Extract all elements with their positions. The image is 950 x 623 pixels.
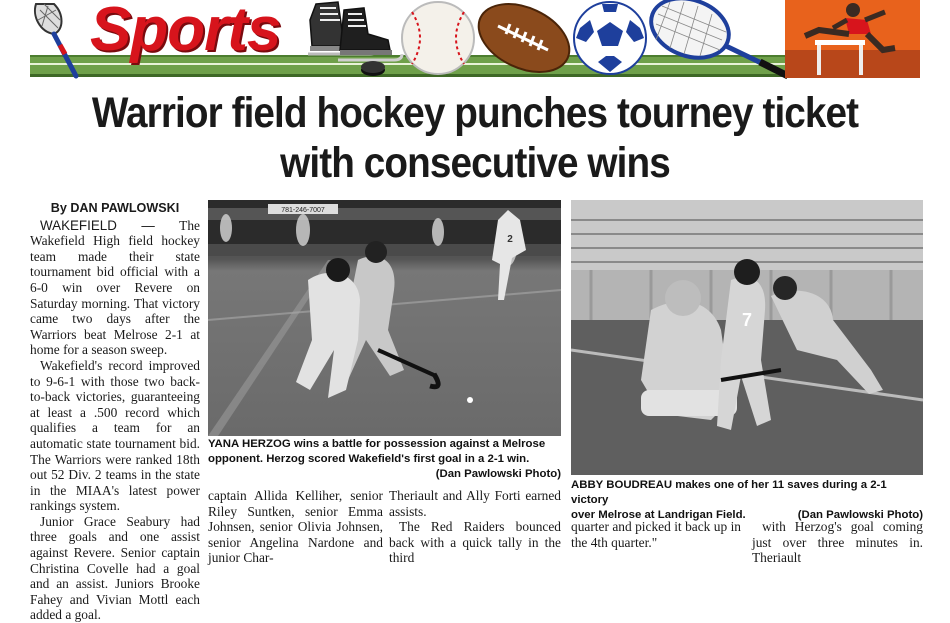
article-column-4: [571, 519, 741, 550]
column-4-text: quarter and picked it back up in the 4th quarter.": [571, 519, 741, 550]
column-3-paragraph-2: The Red Raiders bounced back with a quick tally in the third: [389, 519, 561, 566]
scoreboard-phone-text: 781-246-7007: [281, 207, 325, 214]
photo-field-hockey-herzog: [208, 200, 561, 436]
tennis-racket-icon: [648, 0, 798, 80]
jersey-number-photo2: 7: [741, 310, 753, 330]
soccer-ball-icon: [570, 0, 650, 78]
photo-1-image: [208, 200, 561, 436]
hurdler-icon: [785, 0, 920, 78]
photo-2-caption-line-1: ABBY BOUDREAU makes one of her 11 saves during a 2-1 victory: [571, 479, 887, 506]
dateline: WAKEFIELD —: [40, 217, 180, 233]
article-column-1: [30, 201, 200, 623]
jersey-number-photo1: 2: [507, 234, 513, 245]
section-title: Sports: [90, 0, 281, 64]
photo-2-caption-line-2: over Melrose at Landrigan Field.: [571, 509, 746, 521]
headline-line-2: with consecutive wins: [280, 139, 670, 187]
baseball-icon: [398, 0, 478, 76]
lacrosse-stick-icon: [30, 0, 85, 78]
paragraph-3: Junior Grace Seabury had three goals and one assist against Revere. Senior captain Christina Covelle had a goal and an assist. Juniors Brooke Fahey and Vivian Mottl each added a goal.: [30, 513, 200, 623]
football-icon: [472, 0, 576, 76]
ice-skates-icon: [298, 0, 408, 78]
headline-line-1: Warrior field hockey punches tourney ticket: [91, 89, 859, 137]
article-headline: [48, 88, 903, 188]
column-3-paragraph-1: Theriault and Ally Forti earned assists.: [389, 488, 561, 519]
column-2-text: captain Allida Kelliher, senior Riley Suntken, senior Emma Johnsen, senior Olivia Johnsen, senior Angelina Nardone and junior Char-: [208, 488, 383, 566]
paragraph-1-text: The Wakefield High field hockey team made their state tournament bid official with a 6-0 win over Revere on Saturday morning. That victory came two days after the Warriors beat Melrose 2-1 at home for a season sweep.: [30, 217, 200, 358]
photo-2-credit: (Dan Pawlowski Photo): [797, 509, 923, 521]
photo-field-hockey-boudreau: [571, 200, 923, 475]
hockey-puck-icon: [360, 58, 386, 78]
paragraph-1: [30, 218, 200, 358]
photo-1-credit: (Dan Pawlowski Photo): [435, 468, 561, 480]
article-column-2: [208, 488, 383, 566]
sports-banner: [30, 0, 920, 82]
photo-1-caption: [208, 437, 561, 482]
photo-2-image: [571, 200, 923, 475]
byline: By DAN PAWLOWSKI: [50, 201, 180, 215]
photo-1-caption-text: YANA HERZOG wins a battle for possession against a Melrose opponent. Herzog scored Wakefield's first goal in a 2-1 win.: [208, 438, 546, 465]
article-column-3: [389, 488, 561, 566]
article-column-5: [752, 519, 923, 566]
column-5-text: with Herzog's goal coming just over three minutes in. Theriault: [752, 519, 923, 566]
paragraph-2: Wakefield's record improved to 9-6-1 with those two back-to-back victories, guaranteeing at least a .500 record which qualifies a team for an automatic state tournament bid. The Warriors were ranked 18th out 52 Div. 2 teams in the state in the MIAA's latest power rankings system.: [30, 357, 200, 514]
photo-2-caption: [571, 478, 923, 523]
